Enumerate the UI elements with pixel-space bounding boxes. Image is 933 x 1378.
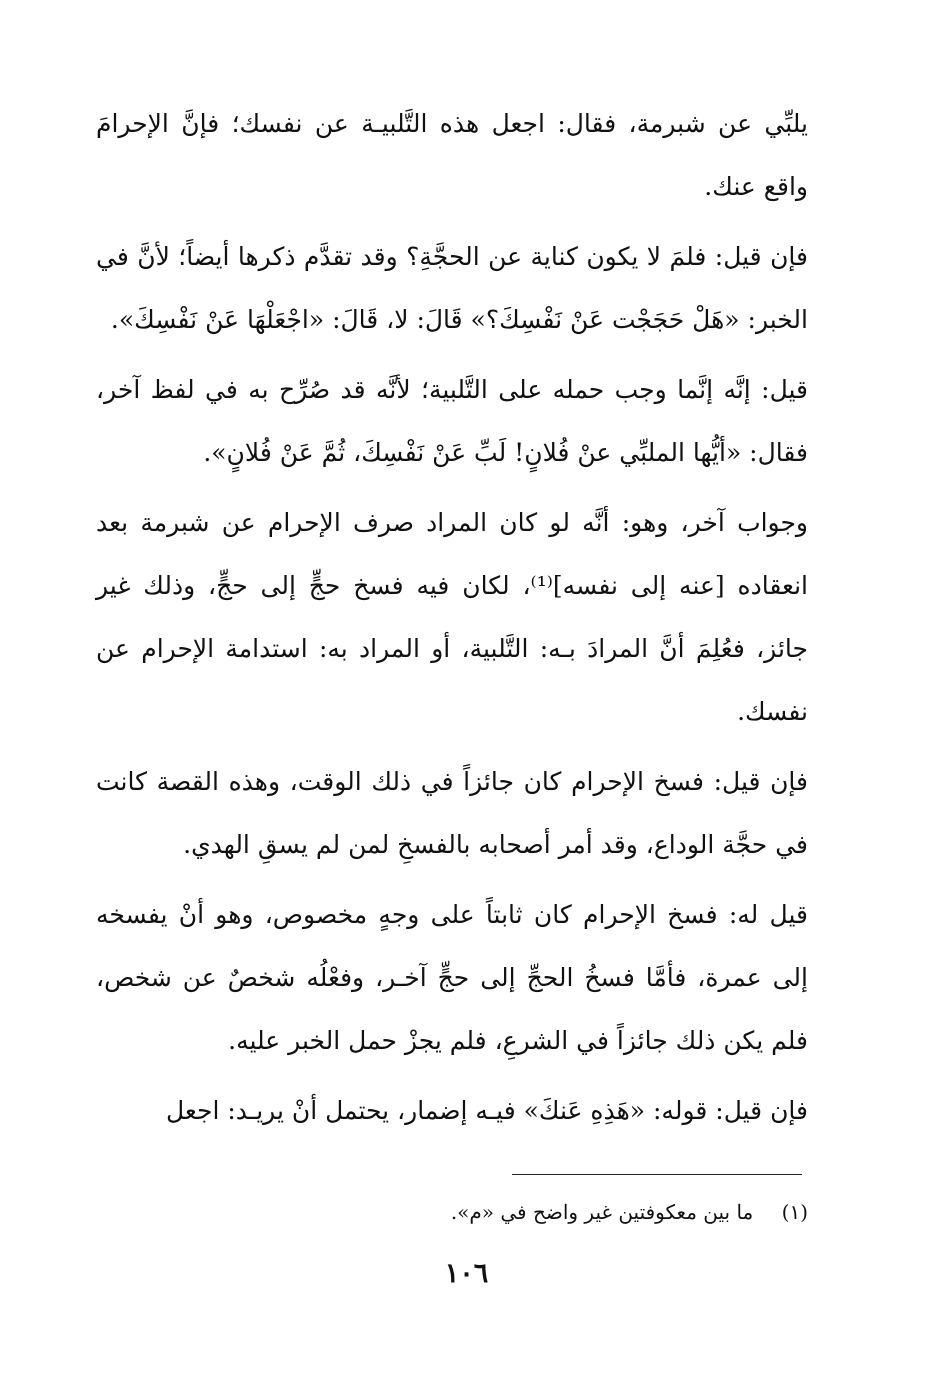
- footnote: [96, 1196, 808, 1228]
- paragraph-5: فإن قيل: فسخ الإحرام كان جائزاً في ذلك الوقت، وهذه القصة كانت في حجَّة الوداع، وقد أمر أصحابه بالفسخِ لمن لم يسقِ الهدي.: [96, 767, 808, 859]
- paragraph-3: قيل: إنَّه إنَّما وجب حمله على التَّلبية؛ لأنَّه قد صُرِّح به في لفظ آخر، فقال: «أيُّها الملبِّي عنْ فُلانٍ! لَبِّ عَنْ نَفْسِكَ، ثُمَّ عَنْ فُلانٍ».: [96, 375, 808, 467]
- main-text: [96, 92, 808, 1142]
- page-number: ١٠٦: [444, 1258, 489, 1289]
- paragraph-7: فإن قيل: قوله: «هَذِهِ عَنكَ» فيـه إضمار، يحتمل أنْ يريـد: اجعل: [166, 1096, 808, 1125]
- paragraph-4: وجواب آخر، وهو: أنَّه لو كان المراد صرف الإحرام عن شبرمة بعد انعقاده [عنه إلى نفسه]⁽¹⁾، لكان فيه فسخ حجٍّ إلى حجٍّ، وذلك غير جائز، فعُلِمَ أنَّ المرادَ بـه: التَّلبية، أو المراد به: استدامة الإحرام عن نفسك.: [96, 508, 808, 726]
- paragraph-1: يلبِّي عن شبرمة، فقال: اجعل هذه التَّلبيـة عن نفسك؛ فإنَّ الإحرامَ واقع عنك.: [96, 109, 808, 201]
- footnote-separator: [512, 1174, 802, 1175]
- paragraph-6: قيل له: فسخ الإحرام كان ثابتاً على وجهٍ مخصوص، وهو أنْ يفسخه إلى عمرة، فأمَّا فسخُ الحجِّ إلى حجٍّ آخـر، وفعْلُه شخصٌ عن شخص، فلم يكن ذلك جائزاً في الشرعِ، فلم يجزْ حمل الخبر عليه.: [96, 900, 808, 1055]
- footnote-number: (١): [781, 1200, 808, 1224]
- paragraph-2: فإن قيل: فلمَ لا يكون كناية عن الحجَّةِ؟ وقد تقدَّم ذكرها أيضاً؛ لأنَّ في الخبر: «هَلْ حَجَجْت عَنْ نَفْسِكَ؟» قَالَ: لا، قَالَ: «اجْعَلْهَا عَنْ نَفْسِكَ».: [96, 242, 808, 334]
- footnote-text: ما بين معكوفتين غير واضح في «م».: [450, 1200, 754, 1224]
